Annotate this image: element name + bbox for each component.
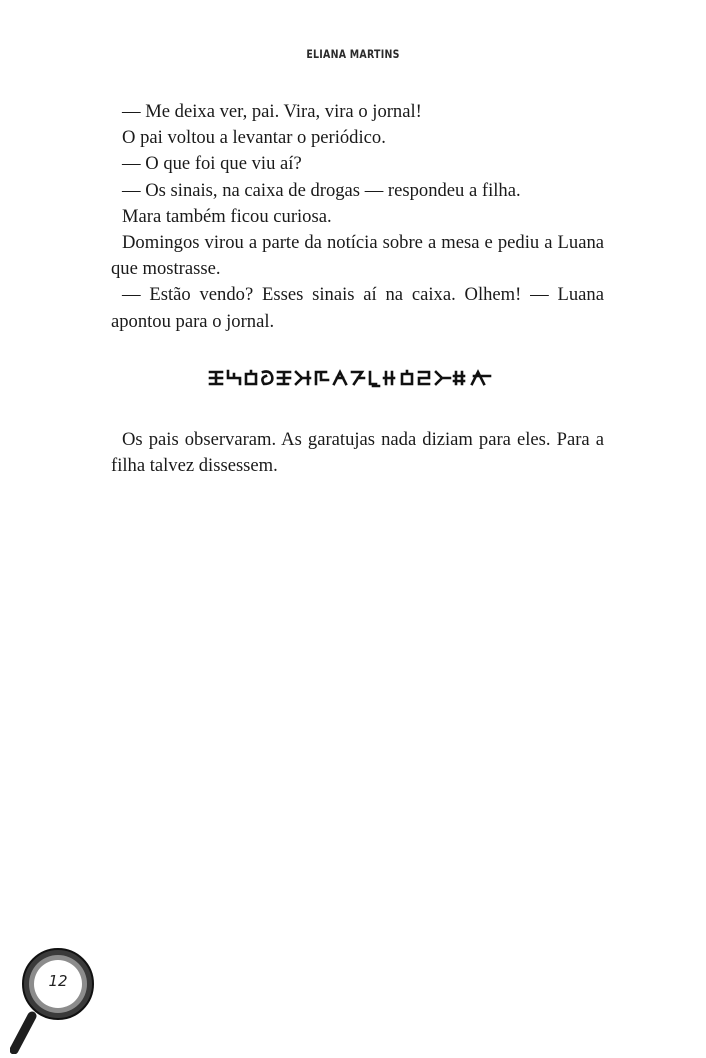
cipher-glyphs-icon [208, 366, 498, 390]
paragraph: O pai voltou a levantar o periódico. [122, 127, 386, 149]
running-header: ELIANA MARTINS [306, 47, 400, 61]
body-text-before [111, 99, 604, 335]
paragraph: Os pais observaram. As garatujas nada diziam para eles. Para a filha talvez dissessem. [111, 429, 604, 477]
paragraph: — Estão vendo? Esses sinais aí na caixa. Olhem! — Luana apontou para o jornal. [111, 284, 604, 332]
paragraph: — O que foi que viu aí? [122, 153, 302, 175]
magnifying-glass-icon [10, 946, 110, 1054]
paragraph: Mara também ficou curiosa. [122, 205, 332, 227]
paragraph: Domingos virou a parte da notícia sobre a mesa e pediu a Luana que mostrasse. [111, 232, 604, 280]
page-number: 12 [48, 972, 68, 990]
body-text-after [111, 427, 604, 479]
cipher-symbols [0, 366, 706, 390]
paragraph: — Me deixa ver, pai. Vira, vira o jornal! [122, 101, 422, 122]
paragraph: — Os sinais, na caixa de drogas — respondeu a filha. [122, 179, 521, 201]
